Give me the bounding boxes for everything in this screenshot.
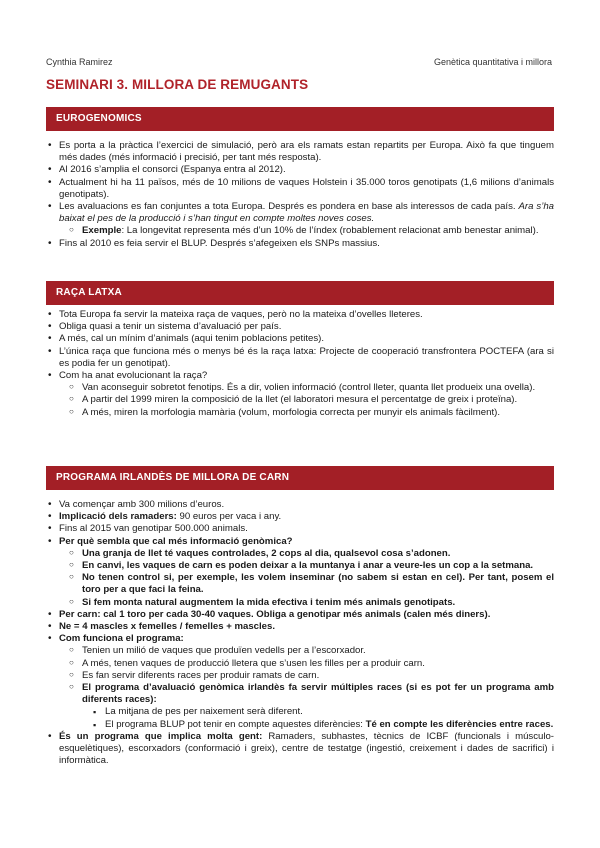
list-item: • Al 2016 s’amplia el consorci (Espanya entra al 2012). bbox=[59, 164, 554, 176]
sub-list-item: ○ Van aconseguir sobretot fenotips. És a dir, volien informació (control lleter, quanta llet produeix una ovella). bbox=[82, 382, 554, 394]
section-heading-label: RAÇA LATXA bbox=[56, 287, 122, 298]
list-item: • Fins al 2015 van genotipar 500.000 animals. bbox=[59, 523, 554, 535]
sub-list-item: ○ En canvi, les vaques de carn es poden deixar a la muntanya i anar a veure-les un cop a la setmana. bbox=[82, 560, 554, 572]
sub-list-item: ○ A partir del 1999 miren la composició de la llet (el laboratori mesura el percentatge de greix i proteïna). bbox=[82, 394, 554, 406]
sub-list-item: ○ Una granja de llet té vaques controlades, 2 cops al dia, qualsevol cosa s’adonen. bbox=[82, 548, 554, 560]
list-item: • Obliga quasi a tenir un sistema d’avaluació per país. bbox=[59, 321, 554, 333]
section-eurogenomics bbox=[46, 140, 554, 250]
section-heading-latxa bbox=[46, 281, 554, 305]
list-item: • Les avaluacions es fan conjuntes a tota Europa. Després es pondera en base als interessos de cada país. Ara s’ha baixat el pes de la producció i s’han tingut en compte moltes noves coses. ○ Exemple: La longevitat representa més d’un 10% de l’índex (robablement relacionat amb benestar animal). bbox=[59, 201, 554, 238]
list-item: • Implicació dels ramaders: 90 euros per vaca i any. bbox=[59, 511, 554, 523]
list-item: • A més, cal un mínim d’animals (aqui tenim poblacions petites). bbox=[59, 333, 554, 345]
list-item: • Ne = 4 mascles x femelles / femelles + mascles. bbox=[59, 621, 554, 633]
list-item: • Fins al 2010 es feia servir el BLUP. Després s’afegeixen els SNPs massius. bbox=[59, 238, 554, 250]
list-item: • És un programa que implica molta gent: Ramaders, subhastes, tècnics de ICBF (funcionals i músculo-esquelètiques), escorxadors (conformació i greix), centre de testatge (ingestió, creixement i dades de sacrifici) i informàtica. bbox=[59, 731, 554, 768]
author-header: Cynthia Ramirez bbox=[46, 57, 113, 67]
section-heading-label: PROGRAMA IRLANDÈS DE MILLORA DE CARN bbox=[56, 472, 290, 483]
section-heading-irish-program bbox=[46, 466, 554, 490]
sub-list-item: ○ Es fan servir diferents races per produir ramats de carn. bbox=[82, 670, 554, 682]
list-item: • Actualment hi ha 11 països, més de 10 milions de vaques Holstein i 35.000 toros genotipats (1,6 milions d’animals genotipats). bbox=[59, 177, 554, 201]
list-item: • Es porta a la pràctica l’exercici de simulació, però ara els ramats estan repartits per Europa. Això fa que tinguem més dades (més informació i precisió, per tant més resposta). bbox=[59, 140, 554, 164]
section-heading-eurogenomics bbox=[46, 107, 554, 131]
list-item: • Va començar amb 300 milions d’euros. bbox=[59, 499, 554, 511]
sub-list-item: ○ No tenen control si, per exemple, les volem inseminar (no sabem si estan en cel). Per tant, posem el toro per a que faci la feina. bbox=[82, 572, 554, 596]
section-latxa bbox=[46, 309, 554, 419]
document-title: SEMINARI 3. MILLORA DE REMUGANTS bbox=[46, 77, 309, 92]
sub-list-item: ○ Exemple: La longevitat representa més d’un 10% de l’índex (robablement relacionat amb benestar animal). bbox=[82, 225, 554, 237]
sub-list-item: ○ El programa d’avaluació genòmica irlandès fa servir múltiples races (si es pot fer un programa amb diferents races): ▪ La mitjana de pes per naixement serà diferent. ▪ El programa BLUP pot tenir en compte aquestes diferències: Té en compte les diferències entre races. bbox=[82, 682, 554, 731]
sub-list-item: ○ A més, miren la morfologia mamària (volum, morfologia correcta per munyir els animals fàcilment). bbox=[82, 407, 554, 419]
list-item: • Per què sembla que cal més informació genòmica? ○ Una granja de llet té vaques controlades, 2 cops al dia, qualsevol cosa s’adonen. ○ En canvi, les vaques de carn es poden deixar a la muntanya i anar a veure-les un cop a la setmana. ○ No tenen control si, per exemple, les volem inseminar (no sabem si estan en cel). Per tant, posem el toro per a que faci la feina. ○ Si fem monta natural augmentem la mida efectiva i tenim més animals genotipats. bbox=[59, 536, 554, 609]
list-item: • Com funciona el programa: ○ Tenien un milió de vaques que produïen vedells per a l’escorxador. ○ A més, tenen vaques de producció lletera que s’usen les filles per a produir carn. ○ Es fan servir diferents races per produir ramats de carn. ○ El programa d’avaluació genòmica irlandès fa servir múltiples races (si es pot fer un programa amb diferents races): ▪ La mitjana de pes per naixement serà diferent. ▪ El programa BLUP pot tenir en compte aquestes diferències: Té en compte les diferències entre races. bbox=[59, 633, 554, 731]
sub-list-item: ○ Tenien un milió de vaques que produïen vedells per a l’escorxador. bbox=[82, 645, 554, 657]
sub-list-item: ○ A més, tenen vaques de producció lletera que s’usen les filles per a produir carn. bbox=[82, 658, 554, 670]
section-irish-program bbox=[46, 499, 554, 767]
section-heading-label: EUROGENOMICS bbox=[56, 113, 142, 124]
course-header: Genètica quantitativa i millora bbox=[433, 57, 552, 67]
list-item: • Tota Europa fa servir la mateixa raça de vaques, però no la mateixa d’ovelles lleteres. bbox=[59, 309, 554, 321]
list-item: • L’única raça que funciona més o menys bé és la raça latxa: Projecte de cooperació transfrontera POCTEFA (ara si es podia fer un genotipat). bbox=[59, 346, 554, 370]
sub-list-item: ○ Si fem monta natural augmentem la mida efectiva i tenim més animals genotipats. bbox=[82, 597, 554, 609]
list-item: • Per carn: cal 1 toro per cada 30-40 vaques. Obliga a genotipar més animals (calen més diners). bbox=[59, 609, 554, 621]
sub-sub-list-item: ▪ El programa BLUP pot tenir en compte aquestes diferències: Té en compte les diferències entre races. bbox=[105, 719, 554, 731]
sub-sub-list-item: ▪ La mitjana de pes per naixement serà diferent. bbox=[105, 706, 554, 718]
list-item: • Com ha anat evolucionant la raça? ○ Van aconseguir sobretot fenotips. És a dir, volien informació (control lleter, quanta llet produeix una ovella). ○ A partir del 1999 miren la composició de la llet (el laboratori mesura el percentatge de greix i proteïna). ○ A més, miren la morfologia mamària (volum, morfologia correcta per munyir els animals fàcilment). bbox=[59, 370, 554, 419]
